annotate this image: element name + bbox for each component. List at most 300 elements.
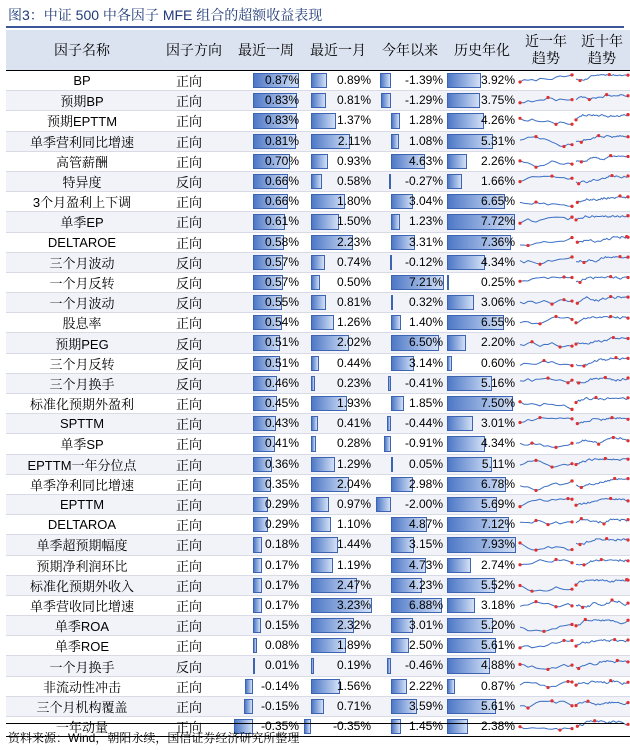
factor-direction: 正向	[158, 575, 230, 595]
metric-ytd-bar	[391, 295, 393, 310]
metric-week-value: 0.18%	[264, 537, 299, 552]
factor-direction: 正向	[158, 111, 230, 131]
table-row	[6, 434, 630, 454]
title-rule	[6, 26, 624, 28]
metric-month-bar	[311, 436, 316, 451]
sparkline-10y	[574, 474, 630, 494]
factor-name: 单季EP	[6, 212, 158, 232]
metric-ytd-value: 0.32%	[408, 295, 443, 310]
metric-ytd	[374, 414, 446, 434]
factor-name: 预期BP	[6, 91, 158, 111]
metric-ytd-value: 2.50%	[408, 638, 443, 653]
factor-direction: 正向	[158, 494, 230, 514]
metric-month-value: 0.28%	[336, 436, 371, 451]
metric-month	[302, 313, 374, 333]
metric-week-value: 0.17%	[264, 577, 299, 592]
metric-month-value: 0.19%	[336, 658, 371, 673]
metric-month	[302, 555, 374, 575]
metric-month-bar	[311, 558, 334, 573]
metric-month-value: 2.47%	[336, 577, 371, 592]
metric-annual	[446, 212, 518, 232]
metric-annual-bar	[447, 154, 467, 169]
table-row	[6, 272, 630, 292]
metric-month-bar	[311, 457, 335, 472]
factor-name: 单季营收同比增速	[6, 595, 158, 615]
sparkline-10y	[574, 252, 630, 272]
metric-week	[230, 696, 302, 716]
metric-ytd-value: 3.14%	[408, 355, 443, 370]
metric-annual-bar	[447, 679, 455, 694]
metric-month-bar	[311, 537, 338, 552]
metric-week-value: 0.87%	[264, 73, 299, 87]
metric-month	[302, 111, 374, 131]
metric-ytd-value: 2.98%	[408, 476, 443, 491]
metric-annual	[446, 717, 518, 737]
source-rule	[6, 723, 624, 724]
metric-month-value: 2.11%	[337, 133, 371, 148]
metric-ytd	[374, 333, 446, 353]
metric-annual	[446, 555, 518, 575]
metric-week-value: 0.17%	[264, 557, 299, 572]
metric-week	[230, 192, 302, 212]
metric-month	[302, 394, 374, 414]
metric-annual-value: 0.25%	[480, 274, 515, 289]
sparkline-10y	[574, 151, 630, 171]
factor-name: 单季超预期幅度	[6, 535, 158, 555]
metric-ytd-value: -0.46%	[404, 658, 443, 673]
sparkline-1y	[518, 293, 574, 313]
metric-ytd-value: -1.29%	[404, 93, 443, 108]
source-note: 资料来源：Wind，朝阳永续，国信证券经济研究所整理	[8, 731, 300, 745]
table-row	[6, 293, 630, 313]
metric-week-value: 0.81%	[264, 133, 299, 148]
metric-ytd-value: -2.00%	[404, 496, 443, 511]
metric-ytd-value: 4.63%	[408, 153, 443, 168]
metric-annual	[446, 636, 518, 656]
sparkline-1y	[518, 71, 574, 91]
factor-direction: 反向	[158, 333, 230, 353]
metric-ytd-bar	[387, 416, 390, 431]
factor-name: 三个月换手	[6, 373, 158, 393]
sparkline-1y	[518, 595, 574, 615]
sparkline-10y	[574, 676, 630, 696]
sparkline-1y	[518, 636, 574, 656]
metric-week	[230, 212, 302, 232]
metric-annual-bar	[447, 719, 468, 734]
sparkline-10y	[574, 91, 630, 111]
metric-annual-bar	[447, 295, 474, 310]
metric-month-value: 1.37%	[336, 113, 371, 128]
metric-month	[302, 353, 374, 373]
metric-month-bar	[311, 275, 320, 290]
figure-title: 图3：中证 500 中各因子 MFE 组合的超额收益表现	[8, 7, 323, 23]
metric-week-value: 0.51%	[264, 355, 299, 370]
metric-month-bar	[311, 315, 335, 330]
sparkline-1y	[518, 91, 574, 111]
metric-month-value: 2.04%	[336, 476, 371, 491]
metric-week-value: 0.43%	[264, 416, 299, 431]
sparkline-10y	[574, 232, 630, 252]
factor-name: 单季SP	[6, 434, 158, 454]
metric-month-bar	[311, 679, 341, 694]
metric-annual-value: 7.36%	[480, 234, 515, 249]
metric-week	[230, 373, 302, 393]
metric-week	[230, 535, 302, 555]
metric-ytd-value: -0.44%	[404, 416, 443, 431]
metric-week-bar	[253, 537, 263, 552]
metric-ytd-value: -0.91%	[404, 436, 443, 451]
metric-annual	[446, 232, 518, 252]
factor-direction: 正向	[158, 434, 230, 454]
metric-annual	[446, 434, 518, 454]
metric-ytd	[374, 293, 446, 313]
metric-annual-value: 0.87%	[480, 678, 515, 693]
metric-ytd	[374, 535, 446, 555]
sparkline-1y	[518, 676, 574, 696]
metric-week	[230, 353, 302, 373]
factor-direction: 反向	[158, 272, 230, 292]
metric-week	[230, 293, 302, 313]
metric-ytd-bar	[388, 376, 391, 391]
metric-annual	[446, 91, 518, 111]
metric-annual-value: 4.34%	[480, 254, 515, 269]
metric-ytd	[374, 192, 446, 212]
sparkline-1y	[518, 272, 574, 292]
metric-ytd-value: 3.15%	[408, 537, 443, 552]
metric-annual	[446, 131, 518, 151]
sparkline-10y	[574, 656, 630, 676]
factor-name: 高管薪酬	[6, 151, 158, 171]
metric-ytd-value: 1.23%	[408, 214, 443, 229]
factor-direction: 正向	[158, 91, 230, 111]
metric-month	[302, 373, 374, 393]
factor-direction: 正向	[158, 151, 230, 171]
metric-ytd	[374, 434, 446, 454]
factor-direction: 正向	[158, 595, 230, 615]
factor-name: SPTTM	[6, 414, 158, 434]
metric-annual-value: 6.55%	[480, 315, 515, 330]
sparkline-10y	[574, 535, 630, 555]
metric-annual-bar	[447, 356, 452, 371]
sparkline-1y	[518, 131, 574, 151]
metric-annual-value: 5.52%	[480, 577, 515, 592]
sparkline-10y	[574, 192, 630, 212]
metric-ytd	[374, 474, 446, 494]
metric-month-bar	[304, 719, 311, 734]
metric-month-value: 0.71%	[336, 698, 371, 713]
sparkline-1y	[518, 232, 574, 252]
metric-week	[230, 474, 302, 494]
sparkline-1y	[518, 616, 574, 636]
metric-ytd-bar	[380, 73, 390, 88]
metric-week	[230, 272, 302, 292]
factor-direction: 正向	[158, 414, 230, 434]
metric-annual-value: 3.92%	[480, 73, 515, 87]
metric-month	[302, 192, 374, 212]
metric-month	[302, 595, 374, 615]
metric-month	[302, 91, 374, 111]
metric-week-value: 0.29%	[264, 517, 299, 532]
metric-ytd-value: 4.73%	[408, 557, 443, 572]
metric-ytd-bar	[391, 396, 405, 411]
table-row	[6, 414, 630, 434]
metric-month-value: 0.58%	[336, 173, 371, 188]
metric-annual-bar	[447, 558, 471, 573]
metric-week-value: 0.57%	[264, 274, 299, 289]
metric-annual	[446, 394, 518, 414]
metric-annual-value: 5.16%	[480, 375, 515, 390]
metric-week	[230, 151, 302, 171]
header-row	[6, 30, 630, 71]
sparkline-1y	[518, 313, 574, 333]
factor-name: 一个月波动	[6, 293, 158, 313]
sparkline-1y	[518, 515, 574, 535]
factor-name: 预期PEG	[6, 333, 158, 353]
metric-annual-value: 5.31%	[480, 133, 515, 148]
metric-annual-value: 7.50%	[480, 396, 515, 410]
metric-month-value: 1.56%	[336, 678, 371, 693]
metric-month-bar	[311, 416, 319, 431]
factor-direction: 正向	[158, 131, 230, 151]
factor-direction: 反向	[158, 171, 230, 191]
factor-name: 特异度	[6, 171, 158, 191]
sparkline-1y	[518, 434, 574, 454]
metric-annual	[446, 293, 518, 313]
table-row	[6, 555, 630, 575]
table-row	[6, 353, 630, 373]
metric-month-value: 0.97%	[336, 496, 371, 511]
sparkline-1y	[518, 454, 574, 474]
metric-month	[302, 454, 374, 474]
sparkline-1y	[518, 111, 574, 131]
metric-ytd-value: 6.88%	[408, 597, 443, 612]
metric-month	[302, 616, 374, 636]
sparkline-10y	[574, 616, 630, 636]
sparkline-1y	[518, 494, 574, 514]
factor-name: EPTTM一年分位点	[6, 454, 158, 474]
factor-direction: 正向	[158, 555, 230, 575]
factor-direction: 正向	[158, 313, 230, 333]
metric-month-value: 2.02%	[336, 335, 371, 350]
sparkline-10y	[574, 414, 630, 434]
factor-direction: 正向	[158, 717, 230, 737]
metric-week-value: 0.55%	[264, 295, 299, 310]
metric-week-value: 0.29%	[264, 496, 299, 511]
metric-month-value: 0.89%	[336, 73, 371, 87]
metric-annual-value: 0.60%	[480, 355, 515, 370]
metric-week	[230, 171, 302, 191]
metric-ytd	[374, 353, 446, 373]
metric-month-value: 2.23%	[336, 234, 371, 249]
metric-ytd	[374, 131, 446, 151]
metric-week-bar	[253, 558, 262, 573]
metric-week	[230, 515, 302, 535]
metric-ytd-bar	[391, 134, 399, 149]
metric-week	[230, 232, 302, 252]
metric-week-value: 0.46%	[264, 375, 299, 390]
metric-ytd-bar	[387, 658, 390, 673]
metric-month	[302, 515, 374, 535]
sparkline-10y	[574, 555, 630, 575]
sparkline-1y	[518, 252, 574, 272]
metric-ytd	[374, 696, 446, 716]
metric-ytd	[374, 575, 446, 595]
sparkline-10y	[574, 293, 630, 313]
metric-month	[302, 131, 374, 151]
metric-annual-bar	[447, 335, 466, 350]
factor-name: 股息率	[6, 313, 158, 333]
metric-month	[302, 333, 374, 353]
metric-month-value: 0.93%	[336, 153, 371, 168]
sparkline-1y	[518, 394, 574, 414]
metric-annual	[446, 474, 518, 494]
factor-name: 3个月盈利上下调	[6, 192, 158, 212]
metric-month	[302, 232, 374, 252]
metric-month-value: 0.50%	[336, 274, 371, 289]
sparkline-10y	[574, 272, 630, 292]
metric-week-value: 0.61%	[264, 214, 299, 229]
metric-month-value: -0.35%	[332, 719, 371, 733]
table-row	[6, 171, 630, 191]
sparkline-1y	[518, 555, 574, 575]
metric-ytd-value: 7.21%	[408, 274, 443, 289]
metric-week-value: 0.17%	[264, 597, 299, 612]
sparkline-10y	[574, 717, 630, 737]
table-row	[6, 696, 630, 716]
sparkline-10y	[574, 333, 630, 353]
metric-annual	[446, 373, 518, 393]
factor-name: 一个月换手	[6, 656, 158, 676]
sparkline-10y	[574, 434, 630, 454]
metric-ytd	[374, 272, 446, 292]
sparkline-10y	[574, 515, 630, 535]
metric-week	[230, 434, 302, 454]
metric-month-value: 1.26%	[336, 315, 371, 330]
sparkline-1y	[518, 535, 574, 555]
sparkline-10y	[574, 373, 630, 393]
table-row	[6, 575, 630, 595]
factor-name: 标准化预期外盈利	[6, 394, 158, 414]
metric-ytd	[374, 656, 446, 676]
factor-direction: 正向	[158, 636, 230, 656]
metric-annual-value: 2.26%	[480, 153, 515, 168]
metric-month	[302, 151, 374, 171]
metric-week-bar	[245, 679, 253, 694]
header-direction: 因子方向	[158, 30, 230, 71]
metric-ytd	[374, 494, 446, 514]
metric-ytd-value: 3.04%	[408, 194, 443, 209]
header-annual: 历史年化	[446, 30, 518, 71]
metric-week-value: 0.36%	[264, 456, 299, 471]
metric-month-bar	[311, 113, 337, 128]
sparkline-1y	[518, 717, 574, 737]
metric-annual-bar	[447, 93, 480, 108]
factor-direction: 正向	[158, 394, 230, 414]
metric-annual-value: 7.72%	[480, 214, 515, 229]
table-row	[6, 636, 630, 656]
table-row	[6, 454, 630, 474]
metric-week	[230, 313, 302, 333]
factor-direction: 反向	[158, 293, 230, 313]
metric-week-value: 0.83%	[264, 93, 299, 108]
metric-month-bar	[311, 73, 328, 88]
metric-month-bar	[311, 356, 319, 371]
metric-ytd-value: -1.39%	[404, 73, 443, 87]
factor-name: 单季ROA	[6, 616, 158, 636]
metric-month-value: 1.50%	[336, 214, 371, 229]
metric-ytd-bar	[389, 174, 391, 189]
sparkline-1y	[518, 353, 574, 373]
table-row	[6, 515, 630, 535]
metric-month-value: 1.10%	[336, 517, 371, 532]
factor-name: 预期净利润环比	[6, 555, 158, 575]
metric-annual-value: 3.18%	[480, 597, 515, 612]
metric-ytd-value: 1.45%	[408, 719, 443, 733]
metric-ytd-bar	[391, 214, 400, 229]
metric-week	[230, 454, 302, 474]
metric-ytd	[374, 232, 446, 252]
metric-month	[302, 535, 374, 555]
metric-ytd	[374, 616, 446, 636]
metric-month	[302, 656, 374, 676]
metric-week-value: 0.54%	[264, 315, 299, 330]
metric-week	[230, 616, 302, 636]
metric-ytd-bar	[391, 457, 393, 472]
factor-direction: 正向	[158, 474, 230, 494]
metric-annual-value: 4.88%	[480, 658, 515, 673]
metric-month-bar	[311, 154, 329, 169]
sparkline-1y	[518, 192, 574, 212]
factor-direction: 反向	[158, 373, 230, 393]
metric-week	[230, 91, 302, 111]
metric-month-value: 0.41%	[336, 416, 371, 431]
metric-month-value: 1.80%	[336, 194, 371, 209]
metric-month-bar	[311, 174, 322, 189]
metric-annual-value: 6.65%	[480, 194, 515, 209]
metric-ytd	[374, 676, 446, 696]
metric-ytd	[374, 636, 446, 656]
metric-annual-value: 2.74%	[480, 557, 515, 572]
metric-month	[302, 71, 374, 91]
metric-annual	[446, 272, 518, 292]
metric-annual-bar	[447, 174, 462, 189]
metric-annual	[446, 192, 518, 212]
table-row	[6, 151, 630, 171]
factor-name: BP	[6, 71, 158, 91]
sparkline-10y	[574, 111, 630, 131]
factor-direction: 反向	[158, 656, 230, 676]
table-row	[6, 616, 630, 636]
metric-week	[230, 575, 302, 595]
metric-annual-value: 2.38%	[480, 719, 515, 733]
metric-month-bar	[311, 497, 329, 512]
metric-annual	[446, 111, 518, 131]
header-spark-10y: 近十年 趋势	[574, 30, 630, 71]
metric-week	[230, 333, 302, 353]
metric-ytd	[374, 717, 446, 737]
metric-ytd-value: 4.23%	[408, 577, 443, 592]
metric-week	[230, 494, 302, 514]
metric-annual-value: 7.93%	[480, 537, 515, 552]
metric-ytd-value: 0.05%	[408, 456, 443, 471]
metric-month-bar	[311, 699, 324, 714]
metric-ytd-bar	[384, 436, 391, 451]
metric-month	[302, 293, 374, 313]
metric-ytd-bar	[390, 255, 392, 270]
sparkline-10y	[574, 171, 630, 191]
metric-month	[302, 696, 374, 716]
sparkline-1y	[518, 696, 574, 716]
